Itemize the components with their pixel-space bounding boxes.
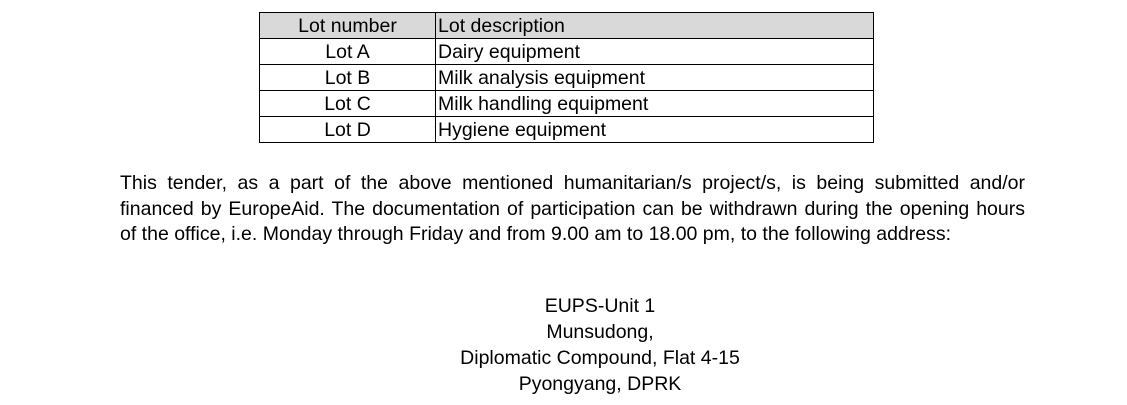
lots-table [259,12,874,143]
table-header-row [260,13,874,39]
header-lot-number: Lot number [260,13,436,39]
header-lot-description: Lot description [436,13,874,39]
lot-description-cell: Milk analysis equipment [436,65,874,91]
table-row [260,117,874,143]
address-line: Munsudong, [546,321,654,343]
tender-paragraph: This tender, as a part of the above mentioned humanitarian/s project/s, is being submitted and/or financed by EuropeAid. The documentation of participation can be withdrawn during the opening hours of the office, i.e. Monday through Friday and from 9.00 am to 18.00 pm, to the following address: [120,172,1025,245]
address-line: Pyongyang, DPRK [518,373,682,395]
lot-number-cell: Lot D [260,117,436,143]
lot-description-cell: Dairy equipment [436,39,874,65]
table-row [260,91,874,117]
table-row [260,65,874,91]
lot-number-cell: Lot B [260,65,436,91]
table-row [260,39,874,65]
address-block [400,293,800,397]
lot-description-cell: Milk handling equipment [436,91,874,117]
lot-number-cell: Lot C [260,91,436,117]
address-line: EUPS-Unit 1 [544,295,656,317]
lot-number-cell: Lot A [260,39,436,65]
lot-description-cell: Hygiene equipment [436,117,874,143]
address-line: Diplomatic Compound, Flat 4-15 [460,347,740,369]
